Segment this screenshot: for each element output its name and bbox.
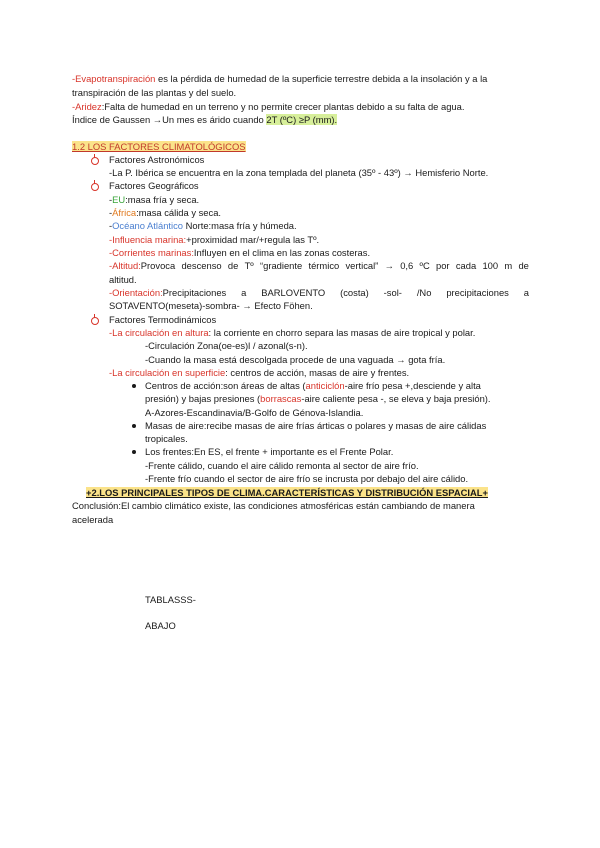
geo-orientacion-line-2: SOTAVENTO(meseta)-sombra- → Efecto Föhen. — [109, 300, 313, 311]
geo-oceano: -Océano Atlántico Norte:masa fría y húmeda. — [109, 220, 297, 231]
evapotranspiracion-term: -Evapotranspiración — [72, 73, 156, 84]
termo-altura: -La circulación en altura: la corriente en chorro separa las masas de aire tropical y polar. — [109, 327, 476, 338]
termo-title: Factores Termodinámicos — [109, 314, 217, 325]
eu-term: EU — [112, 194, 126, 205]
frentes-line-3: -Frente frío cuando el sector de aire frío se incrusta por debajo del aire cálido. — [145, 473, 469, 484]
geo-africa: -África:masa cálida y seca. — [109, 207, 222, 218]
influencia-term: -Influencia marina: — [109, 234, 187, 245]
circle-bullet-icon — [91, 317, 99, 325]
oceano-term: Océano Atlántico — [112, 220, 184, 231]
section-heading-factores: 1.2 LOS FACTORES CLIMATOLÓGICOS — [72, 141, 246, 152]
gaussen-line: Índice de Gaussen →Un mes es árido cuando 2T (ºC) ≥P (mm). — [72, 114, 338, 125]
termo-superficie: -La circulación en superficie: centros de acción, masas de aire y frentes. — [109, 367, 410, 378]
abajo-note: ABAJO — [145, 620, 176, 631]
tablas-note: TABLASSS- — [145, 594, 196, 605]
round-bullet-icon — [132, 384, 136, 388]
astro-title: Factores Astronómicos — [109, 154, 205, 165]
geo-influencia: -Influencia marina:+proximidad mar/+regula las Tº. — [109, 234, 320, 245]
aridez-term: -Aridez — [72, 101, 102, 112]
round-bullet-icon — [132, 424, 136, 428]
borrascas-term: borrascas — [260, 393, 302, 404]
geo-orientacion: -Orientación:Precipitaciones a BARLOVENTO (costa) -sol- /No precipitaciones a — [109, 287, 529, 298]
geo-altitud: -Altitud:Provoca descenso de Tº “gradiente térmico vertical” → 0,6 ºC por cada 100 m de — [109, 260, 529, 271]
conclusion-line-2: acelerada — [72, 514, 114, 525]
superficie-term: -La circulación en superficie — [109, 367, 226, 378]
circle-bullet-icon — [91, 157, 99, 165]
round-bullet-icon — [132, 450, 136, 454]
aridez-line: -Aridez:Falta de humedad en un terreno y no permite crecer plantas debido a su falta de agua. — [72, 101, 465, 112]
africa-term: África — [112, 207, 137, 218]
frentes-line-2: -Frente cálido, cuando el aire cálido remonta al sector de aire frío. — [145, 460, 419, 471]
orientacion-term: -Orientación: — [109, 287, 163, 298]
conclusion-line-1: Conclusión:El cambio climático existe, las condiciones atmosféricas están cambiando de manera — [72, 500, 475, 511]
astro-item: -La P. Ibérica se encuentra en la zona templada del planeta (35º - 43º) → Hemisferio Norte. — [109, 167, 489, 178]
centros-line-3: A-Azores-Escandinavia/B-Golfo de Génova-Islandia. — [145, 407, 364, 418]
geo-eu: -EU:masa fría y seca. — [109, 194, 200, 205]
geo-corrientes: -Corrientes marinas:Influyen en el clima en las zonas costeras. — [109, 247, 371, 258]
section-heading-tipos-clima: +2.LOS PRINCIPALES TIPOS DE CLIMA.CARACTERÍSTICAS Y DISTRIBUCIÓN ESPACIAL+ — [86, 487, 488, 498]
geo-altitud-line-2: altitud. — [109, 274, 137, 285]
geo-title: Factores Geográficos — [109, 180, 199, 191]
altitud-term: -Altitud: — [109, 260, 141, 271]
centros-line-2: presión) y bajas presiones (borrascas-aire caliente pesa -, se eleva y baja presión). — [145, 393, 491, 404]
corrientes-term: -Corrientes marinas: — [109, 247, 194, 258]
termo-masa: -Cuando la masa está descolgada procede de una vaguada → gota fría. — [145, 354, 446, 365]
circle-bullet-icon — [91, 183, 99, 191]
evapotranspiracion-line-1: -Evapotranspiración es la pérdida de humedad de la superficie terrestre debida a la insolación y a la — [72, 73, 488, 84]
evapotranspiracion-line-2: transpiración de las plantas y del suelo. — [72, 87, 237, 98]
altura-term: -La circulación en altura — [109, 327, 209, 338]
anticiclon-term: anticiclón — [305, 380, 345, 391]
centros-line-1: Centros de acción:son áreas de altas (anticiclón-aire frío pesa +,desciende y alta — [145, 380, 481, 391]
frentes-line-1: Los frentes:En ES, el frente + importante es el Frente Polar. — [145, 446, 394, 457]
termo-zonal: -Circulación Zona(oe-es)l / azonal(s-n). — [145, 340, 308, 351]
masas-line-1: Masas de aire:recibe masas de aire frías árticas o polares y masas de aire cálidas — [145, 420, 487, 431]
gaussen-formula: 2T (ºC) ≥P (mm). — [266, 114, 338, 125]
masas-line-2: tropicales. — [145, 433, 188, 444]
